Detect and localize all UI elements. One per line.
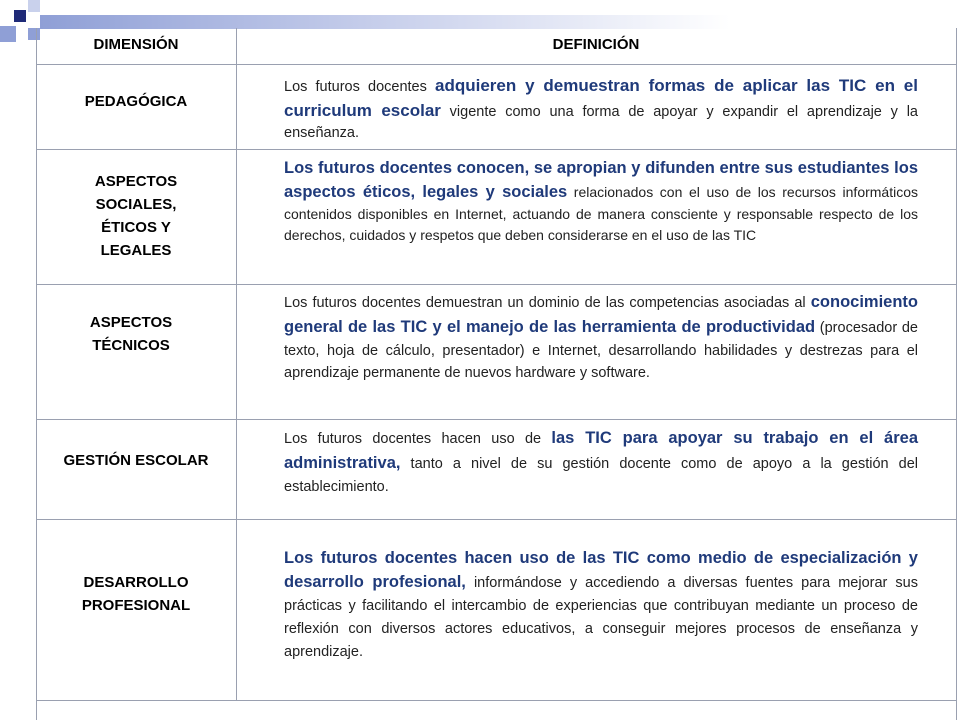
header-dimension: DIMENSIÓN <box>93 36 179 53</box>
definition-gestion-escolar <box>284 426 918 499</box>
grid-line <box>36 64 956 65</box>
grid-line <box>36 419 956 420</box>
definition-highlight: Los futuros docentes hacen uso de las TIC como medio de especialización y desarrollo profesional, <box>284 549 918 591</box>
dimensions-table <box>36 28 958 720</box>
grid-line <box>236 28 237 700</box>
title-gradient-bar <box>40 15 960 29</box>
definition-text: Los futuros docentes hacen uso de <box>284 431 552 447</box>
definition-text: tanto a nivel de su gestión docente como de apoyo a la gestión del establecimiento. <box>284 456 918 495</box>
header-definition: DEFINICIÓN <box>552 36 640 53</box>
definition-text: (procesador de texto, hoja de cálculo, presentador) e Internet, desarrollando habilidades y destrezas para el aprendizaje permanente de nuevos hardware y software. <box>284 320 918 381</box>
definition-pedagogica <box>284 73 918 144</box>
definition-aspectos-sociales <box>284 156 918 246</box>
dimension-aspectos-tecnicos: ASPECTOS TÉCNICOS <box>89 314 173 354</box>
definition-text: informándose y accediendo a diversas fuentes para mejorar sus prácticas y facilitando el intercambio de experiencias que contribuyan mediante un proceso de reflexión con diversos actores educativos, a conseguir mejores procesos de enseñanza y aprendizaje. <box>284 575 918 660</box>
dimension-pedagogica: PEDAGÓGICA <box>84 93 188 110</box>
grid-line <box>36 519 956 520</box>
corner-square-pale <box>28 0 40 12</box>
dimension-gestion-escolar: GESTIÓN ESCOLAR <box>63 452 209 469</box>
grid-line <box>36 149 956 150</box>
corner-square-navy <box>14 10 26 22</box>
definition-text: relacionados con el uso de los recursos informáticos contenidos disponibles en Internet, actuando de manera consciente y responsable respecto de los derechos, cuidados y respetos que deben considerarse en el uso de las TIC <box>284 184 918 243</box>
corner-square-blue <box>0 26 16 42</box>
definition-highlight: Los futuros docentes conocen, se apropian y difunden entre sus estudiantes los aspectos éticos, legales y sociales <box>284 159 918 201</box>
definition-desarrollo-profesional <box>284 546 918 664</box>
definition-text: vigente como una forma de apoyar y expandir el aprendizaje y la enseñanza. <box>284 104 918 141</box>
grid-line <box>956 28 957 720</box>
definition-highlight: adquieren y demuestran formas de aplicar las TIC en el curriculum escolar <box>284 76 918 120</box>
definition-highlight: las TIC para apoyar su trabajo en el área administrativa, <box>284 429 918 472</box>
grid-line <box>36 284 956 285</box>
definition-text: Los futuros docentes demuestran un dominio de las competencias asociadas al <box>284 295 811 311</box>
grid-line <box>36 700 956 701</box>
dimension-desarrollo-profesional: DESARROLLO PROFESIONAL <box>81 574 191 614</box>
definition-text: Los futuros docentes <box>284 79 435 95</box>
definition-highlight: conocimiento general de las TIC y el manejo de las herramienta de productividad <box>284 293 918 336</box>
dimension-aspectos-sociales: ASPECTOS SOCIALES, ÉTICOS Y LEGALES <box>94 173 178 259</box>
definition-aspectos-tecnicos <box>284 290 918 384</box>
